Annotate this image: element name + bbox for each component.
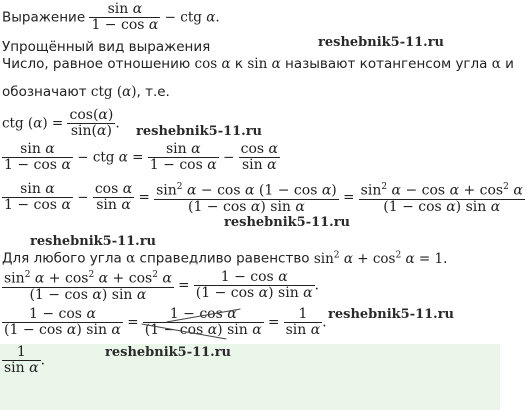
cot-notation: обозначают ctg (α), т.е. [2,84,170,100]
result-panel [0,344,500,410]
cot-formula: ctg (α) = $\frac{\cos(\alpha)}{\sin(\alpha)}$ . [2,107,120,139]
identity-line: Для любого угла α справедливо равенство $\sin^2 \alpha + \cos^2 \alpha = 1$. [2,250,448,267]
step-2: $\frac{\text{sin α}}{\text{1 − cos α}}$ − $\frac{\text{cos α}}{\text{sin α}}$ = $\frac{\sin^2 \alpha - \cos \alpha (1 - \cos \alpha)}{\text{(1 − cos α) sin α}}$ = $\frac{\sin^2 \alpha - \cos \alpha + \cos^2 \alpha}{\text{(1 − cos α) sin α}}$ [4,180,523,215]
watermark-4: reshebnik5-11.ru [30,234,157,249]
expression-line: Выражение $\frac{\text{sin α}}{\text{1 − cos α}}$ − ctg α. [2,1,220,33]
watermark-5: reshebnik5-11.ru [328,307,455,322]
intro-label: Выражение [2,9,86,26]
watermark-1: reshebnik5-11.ru [318,35,445,50]
step-3: $\frac{\sin^2 \alpha + \cos^2 \alpha + \cos^2 \alpha}{\text{(1 − cos α) sin α}}$ = $\frac{\text{1 − cos α}}{\text{(1 − cos α) sin α}}$ . [4,268,319,303]
cot-definition: Число, равное отношению cos α к sin α называют котангенсом угла α и [2,56,514,72]
final-result: $\frac{1}{\text{sin α}}$ . [4,344,45,376]
watermark-2: reshebnik5-11.ru [136,124,263,139]
watermark-3: reshebnik5-11.ru [224,215,351,230]
step-1: $\frac{\text{sin α}}{\text{1 − cos α}}$ − ctg α = $\frac{\text{sin α}}{\text{1 − cos α}}$ − $\frac{\text{cos α}}{\text{sin α}}$ [4,141,278,173]
simplified-heading: Упрощённый вид выражения [2,39,211,55]
watermark-6: reshebnik5-11.ru [105,345,232,360]
step-4: $\frac{\text{1 − cos α}}{\text{(1 − cos α) sin α}}$ = $\frac{\text{1 − cos α}}{\text{(1 − cos α) sin α}}$ = $\frac{1}{\text{sin α}}$ . [4,306,327,338]
